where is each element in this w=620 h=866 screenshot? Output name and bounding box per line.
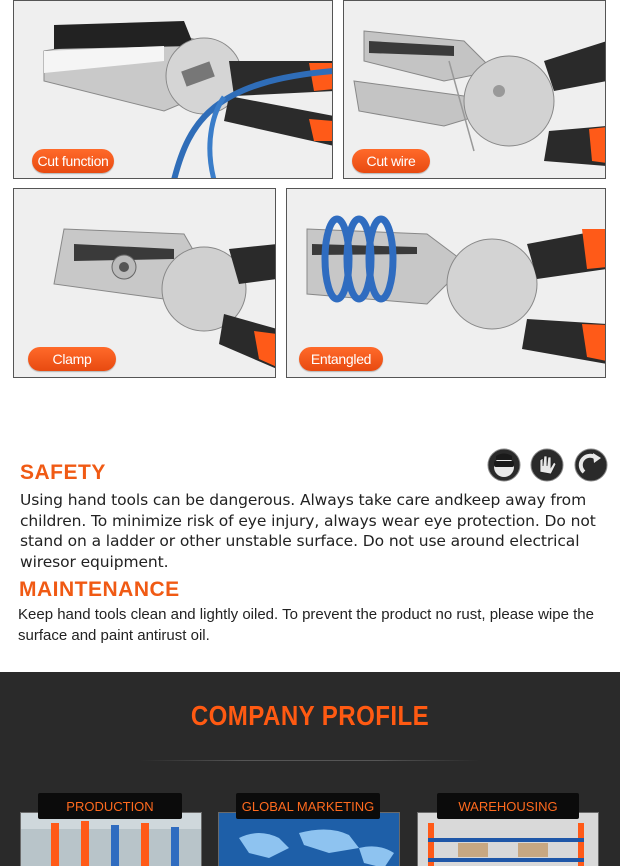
safety-goggles-icon	[487, 448, 521, 482]
maintenance-title: MAINTENANCE	[19, 578, 180, 601]
cut-function-tag: Cut function	[32, 149, 114, 173]
cut-wire-tag: Cut wire	[352, 149, 430, 173]
production-card	[20, 812, 202, 866]
clamp-photo	[13, 188, 276, 378]
maintenance-text: Keep hand tools clean and lightly oiled. To prevent the product no rust, please wipe the surface and paint antirust oil.	[18, 606, 594, 644]
safety-text: Using hand tools can be dangerous. Always take care andkeep away from children. To minimize risk of eye injury, always wear eye protection. Do not stand on a ladder or other unstable surface. Do not use around electrical wiresor equipment.	[20, 491, 596, 571]
warehouse-photo	[418, 813, 599, 866]
safety-title: SAFETY	[20, 461, 106, 484]
world-map-photo	[219, 813, 400, 866]
production-label: PRODUCTION	[38, 793, 182, 819]
title-divider	[140, 760, 480, 761]
work-gloves-icon	[530, 448, 564, 482]
company-profile-title: COMPANY PROFILE	[190, 700, 430, 731]
warehousing-label: WAREHOUSING	[437, 793, 579, 819]
entangled-tag: Entangled	[299, 347, 383, 371]
cut-wire-photo	[343, 0, 606, 179]
global-marketing-label: GLOBAL MARKETING	[236, 793, 380, 819]
global-marketing-card	[218, 812, 400, 866]
cut-function-photo	[13, 0, 333, 179]
clamp-tag: Clamp	[28, 347, 116, 371]
production-photo	[21, 813, 202, 866]
recycle-arrow-icon	[574, 448, 608, 482]
entangled-photo	[286, 188, 606, 378]
warehousing-card	[417, 812, 599, 866]
